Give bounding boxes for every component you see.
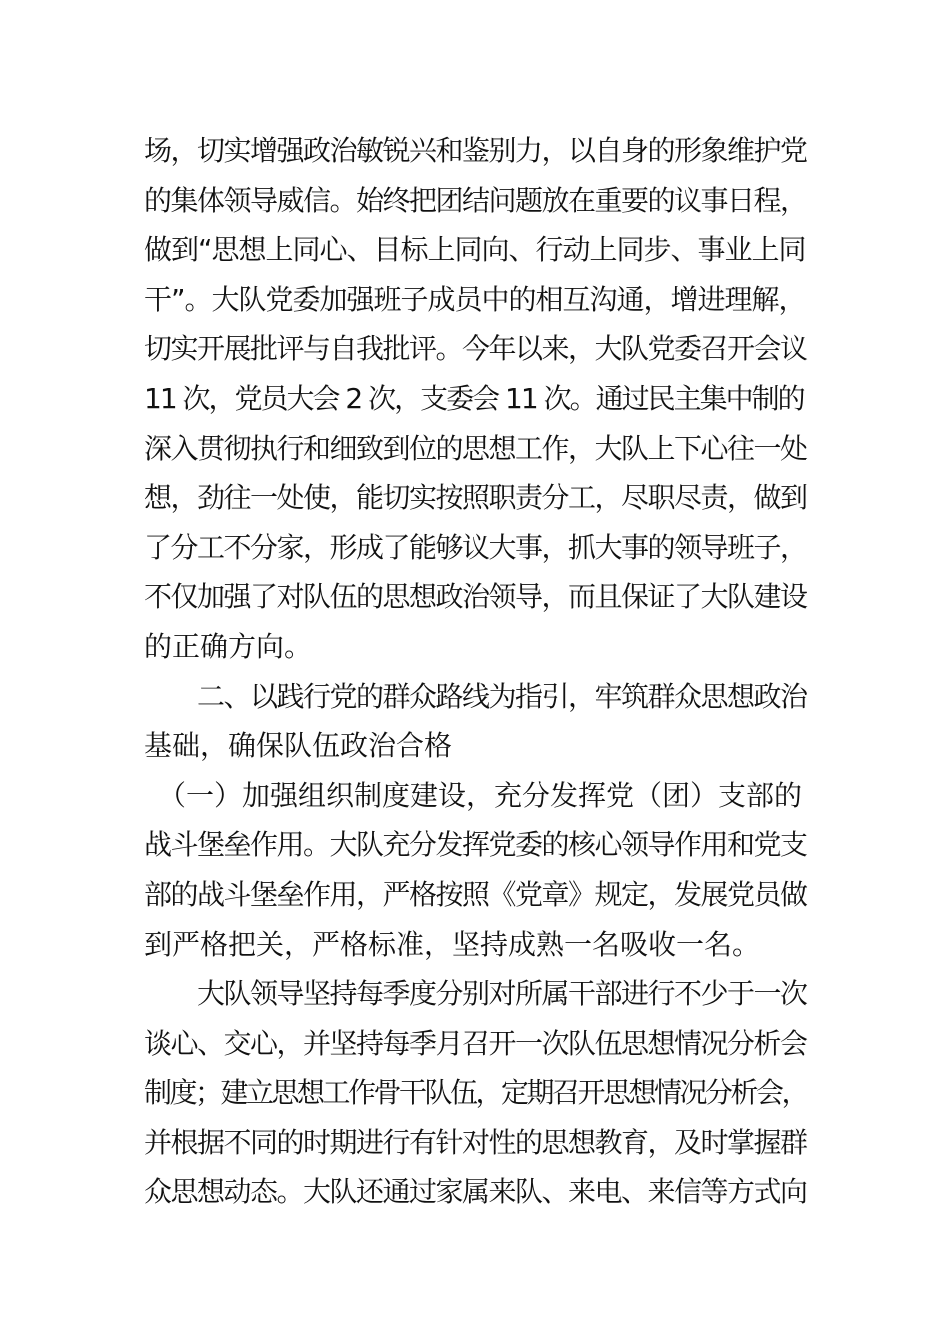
- text-line: 部的战斗堡垒作用，严格按照《党章》规定，发展党员做: [144, 877, 807, 911]
- text-line: 谈心、交心，并坚持每季月召开一次队伍思想情况分析会: [144, 1026, 807, 1060]
- text-line: 战斗堡垒作用。大队充分发挥党委的核心领导作用和党支: [144, 828, 807, 862]
- text-line: 的正确方向。: [144, 629, 313, 663]
- text-line: 想，劲往一处使，能切实按照职责分工，尽职尽责，做到: [144, 481, 807, 515]
- text-line: 切实开展批评与自我批评。今年以来，大队党委召开会议: [144, 332, 807, 366]
- text-line: 制度；建立思想工作骨干队伍，定期召开思想情况分析会，: [144, 1076, 808, 1110]
- text-line: 11 次，党员大会 2 次，支委会 11 次。通过民主集中制的: [144, 381, 804, 415]
- text-line: 到严格把关，严格标准，坚持成熟一名吸收一名。: [144, 927, 761, 961]
- body-text: [144, 126, 808, 1217]
- text-line: 众思想动态。大队还通过家属来队、来电、来信等方式向: [144, 1175, 807, 1209]
- text-line: 深入贯彻执行和细致到位的思想工作，大队上下心往一处: [144, 431, 807, 465]
- subsection-heading-line: （一）加强组织制度建设，充分发挥党（团）支部的: [144, 778, 803, 812]
- section-heading-line: 基础，确保队伍政治合格: [144, 729, 453, 763]
- section-heading-line: 二、以践行党的群众路线为指引，牢筑群众思想政治: [144, 679, 807, 713]
- text-line: 场，切实增强政治敏锐兴和鉴别力，以自身的形象维护党: [144, 134, 807, 167]
- text-line: 干”。大队党委加强班子成员中的相互沟通，增进理解，: [144, 282, 806, 316]
- text-line: 不仅加强了对队伍的思想政治领导，而且保证了大队建设: [144, 580, 807, 614]
- text-line: 的集体领导威信。始终把团结问题放在重要的议事日程，: [144, 183, 807, 217]
- text-line: 做到“思想上同心、目标上同向、行动上同步、事业上同: [144, 233, 806, 267]
- text-line: 并根据不同的时期进行有针对性的思想教育，及时掌握群: [144, 1125, 807, 1159]
- text-line: 大队领导坚持每季度分别对所属干部进行不少于一次: [144, 977, 807, 1011]
- text-line: 了分工不分家，形成了能够议大事，抓大事的领导班子，: [144, 530, 807, 564]
